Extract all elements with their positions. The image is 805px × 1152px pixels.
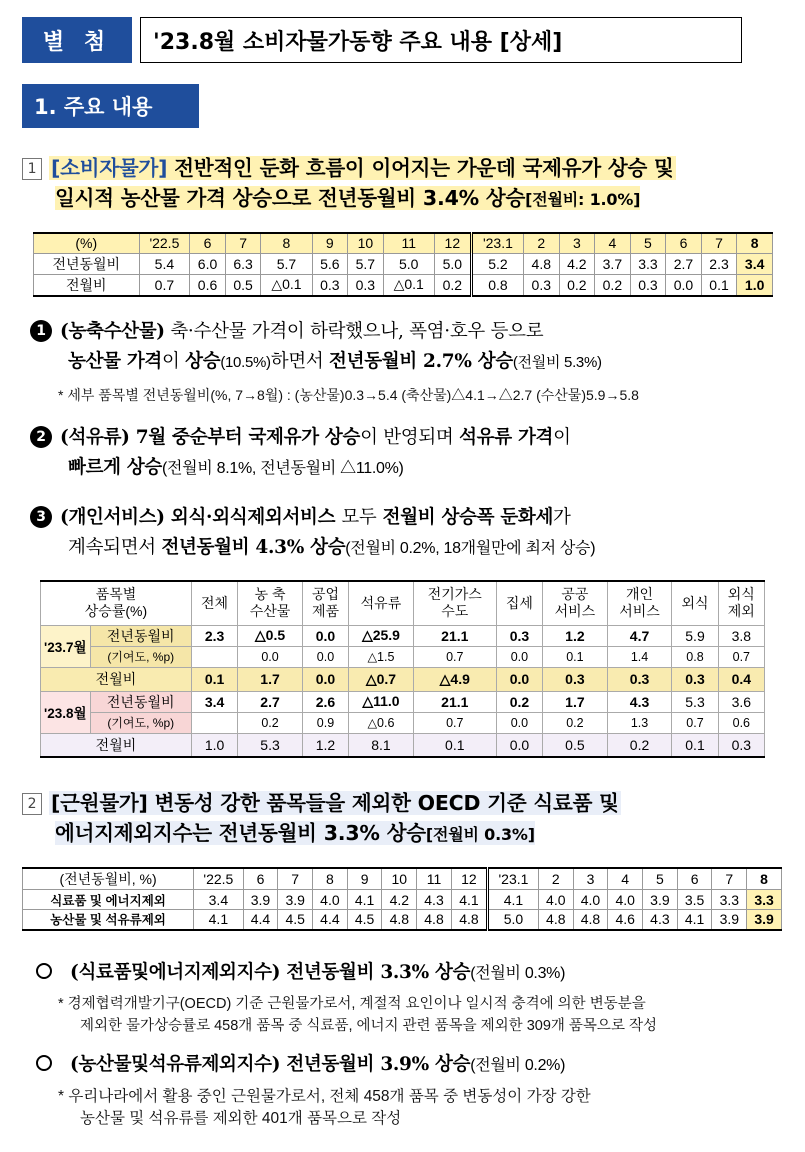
table-cell: 5.2 [471,253,523,274]
table-cell: 3.4 [194,890,244,910]
table-cell: 0.8 [672,646,718,667]
table-cell: 전년동월비 [90,691,191,712]
table-cell: 4.1 [347,890,382,910]
table-cell: 4.1 [194,910,244,930]
table-cell: △0.1 [383,274,434,296]
table-cell: 0.3 [496,625,542,646]
table-cell [191,712,237,733]
table-cell: 0.3 [312,274,348,296]
table-cell: '22.5 [139,233,190,253]
table-cell: 4 [608,868,643,890]
table-cell: 5 [630,233,666,253]
table-cell: 2.3 [191,625,237,646]
table-cell: 전년동월비 [90,625,191,646]
table-cell: 6 [677,868,712,890]
table-cell: 0.4 [718,667,764,691]
table-cell: 4.4 [313,910,348,930]
core1-note [58,993,798,1037]
table-cell: 6.3 [225,253,261,274]
section-heading: 1. 주요 내용 [22,84,199,128]
table-cell: 집세 [496,581,542,625]
table-cell: 3 [573,868,608,890]
table-row [41,691,765,712]
bullet-oil-text4: 석유류 가격 [459,427,554,448]
bullet-agri-text8: (전월비 5.3%) [512,354,602,371]
table-cell: 0.3 [543,667,608,691]
core1-label: (식료품및에너지제외지수) [70,962,281,983]
table-cell: 4.8 [382,910,417,930]
table-cell: 1.2 [302,733,348,757]
table-cell: 전월비 [34,274,140,296]
table-cell: 2.3 [701,253,737,274]
table-cell: 3.4 [191,691,237,712]
table-cell: 2.6 [302,691,348,712]
item1-line2-small: [전월비: 1.0%] [525,190,641,209]
table-cell: 0.3 [630,274,666,296]
table-cell: △0.7 [349,667,414,691]
table-cell: △11.0 [349,691,414,712]
item1-bracket: [소비자물가] [50,156,168,180]
bullet-service-text1: 외식·외식제외서비스 [164,507,342,528]
table-cell: 0.5 [225,274,261,296]
table-cell: 전월비 [41,733,192,757]
circle-number-3: 3 [30,506,52,528]
table-row [41,646,765,667]
table-cell: 4.0 [313,890,348,910]
item1-heading [22,153,792,215]
table-cell: 0.9 [302,712,348,733]
table-cell: 4.3 [643,910,678,930]
table-cell: 3.9 [747,910,782,930]
bullet-oil-text1: 7월 중순부터 [129,427,249,448]
category-table [40,580,765,758]
table-cell: 4.0 [538,890,573,910]
table-cell: 4.8 [538,910,573,930]
core1-small: (전월비 0.3%) [470,965,566,982]
table-cell: 4.1 [451,890,487,910]
table-cell: 0.1 [413,733,496,757]
core2-note-line2: 농산물 및 석유류를 제외한 401개 품목으로 작성 [80,1110,402,1127]
table-cell: 전년동월비 [34,253,140,274]
core1-note-line1: * 경제협력개발기구(OECD) 기준 근원물가로서, 계절적 요인이나 일시적 충격에 의한 변동분을 [58,996,646,1012]
table-cell: 0.3 [348,274,384,296]
table-cell: '22.5 [194,868,244,890]
table-row [23,910,782,930]
core2-small: (전월비 0.2%) [470,1057,566,1074]
bullet-oil-text3: 이 반영되며 [360,427,460,448]
table-cell: 0.2 [559,274,595,296]
table-cell: 0.7 [672,712,718,733]
table-cell: 8 [737,233,773,253]
bullet-agri [30,317,790,378]
table-cell: 0.1 [672,733,718,757]
table-cell: 6.0 [190,253,226,274]
table-cell: 0.0 [496,646,542,667]
bullet-agri-text7: 전년동월비 2.7% 상승 [329,351,513,372]
table-cell: 4.2 [559,253,595,274]
table-cell: 21.1 [413,691,496,712]
table-cell: 4.1 [487,890,538,910]
table-cell: 5 [643,868,678,890]
table-cell: 4.5 [278,910,313,930]
table-cell: (기여도, %p) [90,712,191,733]
core1-text: 전년동월비 3.3% 상승 [280,962,471,983]
item1-line2: 일시적 농산물 가격 상승으로 전년동월비 3.4% 상승 [55,186,526,210]
bullet-oil-text2: 국제유가 상승 [248,427,361,448]
table-cell: △0.1 [261,274,312,296]
table-cell: 0.7 [413,712,496,733]
table-row [41,712,765,733]
ring-bullet-icon [36,1055,52,1071]
table-cell: 4.8 [451,910,487,930]
table-cell: 0.0 [666,274,702,296]
attachment-badge: 별 첨 [22,17,132,63]
table-cell: 0.0 [496,733,542,757]
bullet-oil-text5: 이 [553,427,571,448]
table-cell: 농산물 및 석유류제외 [23,910,194,930]
table-header-row [23,868,782,890]
table-cell: 6 [666,233,702,253]
table-cell: '23.1 [471,233,523,253]
table-cell: '23.8월 [41,691,91,733]
table-cell: 8 [747,868,782,890]
table-cell: 개인 서비스 [607,581,672,625]
bullet-service-label: (개인서비스) [60,507,165,528]
table-cell: 3.8 [718,625,764,646]
table-cell: 4.2 [382,890,417,910]
table-cell: 8 [261,233,312,253]
table-cell: 12 [451,868,487,890]
table-cell: 0.2 [607,733,672,757]
table-cell: △0.5 [238,625,303,646]
bullet-service-text5: 계속되면서 [68,537,162,558]
table-cell: 식료품 및 에너지제외 [23,890,194,910]
bullet-agri-text6: 하면서 [270,351,330,372]
table-cell: 석유류 [349,581,414,625]
agri-note: * 세부 품목별 전년동월비(%, 7→8월) : (농산물)0.3→5.4 (축산물)△4.1→△2.7 (수산물)5.9→5.8 [58,387,639,403]
table-cell: 7 [701,233,737,253]
item1-line1: 전반적인 둔화 흐름이 이어지는 가운데 국제유가 상승 및 [167,156,674,180]
table-cell: 5.0 [487,910,538,930]
table-cell: 4.3 [417,890,452,910]
table-cell: 0.0 [496,667,542,691]
core2-note [58,1086,798,1130]
table-header-row [41,581,765,625]
cpi-table [33,232,773,297]
table-cell: 10 [348,233,384,253]
core1-bullet [36,958,796,989]
table-cell: 0.3 [524,274,560,296]
table-cell: 0.3 [607,667,672,691]
table-cell: 6 [243,868,278,890]
table-cell: 2.7 [666,253,702,274]
table-cell: 0.0 [302,625,348,646]
table-cell: (%) [34,233,140,253]
table-cell: 외식 [672,581,718,625]
table-cell: 7 [225,233,261,253]
item2-line1: 변동성 강한 품목들을 제외한 OECD 기준 식료품 및 [147,791,619,815]
table-cell: 7 [278,868,313,890]
table-cell: '23.1 [487,868,538,890]
table-cell: 0.0 [302,646,348,667]
table-cell: 21.1 [413,625,496,646]
table-cell: 5.4 [139,253,190,274]
table-cell: 전월비 [41,667,192,691]
core2-label: (농산물및석유류제외지수) [70,1054,281,1075]
item-number-box: 1 [22,158,42,180]
table-cell: 1.4 [607,646,672,667]
bullet-service-text7: (전월비 0.2%, 18개월만에 최저 상승) [345,540,596,557]
table-cell: 1.0 [191,733,237,757]
table-row [34,274,773,296]
table-row [41,667,765,691]
table-cell: 1.3 [607,712,672,733]
bullet-oil [30,423,790,484]
bullet-service-text3: 전월비 상승폭 둔화세 [376,507,554,528]
table-cell: 0.3 [672,667,718,691]
table-cell: 3.3 [712,890,747,910]
bullet-agri-text2: 농산물 가격 [68,351,162,372]
table-cell: △1.5 [349,646,414,667]
table-cell: '23.7월 [41,625,91,667]
bullet-oil-text7: (전월비 8.1%, 전년동월비 △11.0%) [162,460,404,477]
item2-bracket: [근원물가] [50,791,148,815]
table-cell: 0.1 [191,667,237,691]
table-cell: 0.5 [543,733,608,757]
table-cell: 5.3 [238,733,303,757]
table-row [41,733,765,757]
bullet-service-text2: 모두 [341,507,377,528]
table-cell: △0.6 [349,712,414,733]
document-title: '23.8월 소비자물가동향 주요 내용 [상세] [140,17,742,63]
table-cell: 0.7 [718,646,764,667]
table-cell: 0.6 [718,712,764,733]
table-cell: 전체 [191,581,237,625]
table-cell: 0.0 [238,646,303,667]
bullet-oil-text6: 빠르게 상승 [68,457,162,478]
table-cell: 3.3 [747,890,782,910]
table-cell: 1.7 [543,691,608,712]
table-cell: 5.7 [348,253,384,274]
table-cell: 3.9 [278,890,313,910]
table-cell: 5.0 [434,253,471,274]
table-cell: 11 [417,868,452,890]
bullet-service-text4: 가 [553,507,571,528]
table-cell: 0.7 [139,274,190,296]
table-cell: 농 축 수산물 [238,581,303,625]
bullet-agri-text3: 이 [162,351,186,372]
core2-bullet [36,1050,796,1081]
table-cell: 0.6 [190,274,226,296]
core1-note-line2: 제외한 물가상승률로 458개 품목 중 식료품, 에너지 관련 품목을 제외한 309개 품목으로 작성 [80,1018,657,1034]
bullet-service [30,503,790,564]
table-cell: 4.6 [608,910,643,930]
table-cell: 4.0 [608,890,643,910]
table-cell: 1.2 [543,625,608,646]
table-cell: 4.8 [524,253,560,274]
table-cell: 0.2 [238,712,303,733]
table-cell: 3.9 [243,890,278,910]
table-header-row [34,233,773,253]
table-cell: 0.2 [543,712,608,733]
table-cell: 0.8 [471,274,523,296]
table-cell: 0.3 [718,733,764,757]
table-cell: 1.7 [238,667,303,691]
table-cell: 11 [383,233,434,253]
bullet-agri-text4: 상승 [185,351,221,372]
table-cell: 4.1 [677,910,712,930]
table-cell: (기여도, %p) [90,646,191,667]
table-cell: 3 [559,233,595,253]
item2-heading [22,788,792,850]
table-cell: 0.7 [413,646,496,667]
table-cell: 3.9 [712,910,747,930]
table-cell [191,646,237,667]
table-cell: 4.4 [243,910,278,930]
table-cell: △4.9 [413,667,496,691]
table-cell: 0.0 [302,667,348,691]
bullet-agri-label: (농축수산물) [60,321,165,342]
table-cell: 공공 서비스 [543,581,608,625]
table-cell: 2 [524,233,560,253]
table-cell: 0.2 [434,274,471,296]
bullet-agri-text5: (10.5%) [220,354,271,371]
table-cell: 0.1 [543,646,608,667]
table-cell: 공업 제품 [302,581,348,625]
table-cell: 0.0 [496,712,542,733]
table-row [41,625,765,646]
table-cell: 8 [313,868,348,890]
table-cell: 8.1 [349,733,414,757]
table-cell: 9 [312,233,348,253]
table-cell: 10 [382,868,417,890]
table-cell: 0.2 [496,691,542,712]
table-cell: 4.8 [417,910,452,930]
table-cell: 1.0 [737,274,773,296]
table-cell: 3.3 [630,253,666,274]
bullet-oil-label: (석유류) [60,427,130,448]
table-cell: 전기가스 수도 [413,581,496,625]
core-cpi-table [22,867,782,931]
table-cell: 5.9 [672,625,718,646]
table-cell: 5.7 [261,253,312,274]
table-cell: 2 [538,868,573,890]
table-cell: (전년동월비, %) [23,868,194,890]
circle-number-1: 1 [30,320,52,342]
table-cell: 4.3 [607,691,672,712]
table-cell: △25.9 [349,625,414,646]
core2-note-line1: * 우리나라에서 활용 중인 근원물가로서, 전체 458개 품목 중 변동성이 가장 강한 [58,1088,591,1105]
table-cell: 5.6 [312,253,348,274]
bullet-service-text6: 전년동월비 4.3% 상승 [161,537,346,558]
table-cell: 3.5 [677,890,712,910]
table-cell: 4.5 [347,910,382,930]
table-cell: 3.4 [737,253,773,274]
table-cell: 4.7 [607,625,672,646]
item2-line2: 에너지제외지수는 전년동월비 3.3% 상승 [55,821,426,845]
table-cell: 0.1 [701,274,737,296]
table-cell: 2.7 [238,691,303,712]
ring-bullet-icon [36,963,52,979]
table-cell: 4 [595,233,631,253]
table-cell: 12 [434,233,471,253]
table-cell: 4.0 [573,890,608,910]
core2-text: 전년동월비 3.9% 상승 [280,1054,471,1075]
table-row [23,890,782,910]
table-cell: 3.9 [643,890,678,910]
item-number-box: 2 [22,793,42,815]
bullet-agri-text1: 축·수산물 가격이 하락했으나, 폭염·호우 등으로 [164,321,544,342]
table-cell: 0.2 [595,274,631,296]
table-cell: 6 [190,233,226,253]
table-cell: 외식 제외 [718,581,764,625]
table-row [34,253,773,274]
circle-number-2: 2 [30,426,52,448]
item2-line2-small: [전월비 0.3%] [425,825,535,844]
table-cell: 3.6 [718,691,764,712]
table-cell: 품목별 상승률(%) [41,581,192,625]
table-cell: 9 [347,868,382,890]
table-cell: 7 [712,868,747,890]
table-cell: 3.7 [595,253,631,274]
table-cell: 5.3 [672,691,718,712]
table-cell: 5.0 [383,253,434,274]
table-cell: 4.8 [573,910,608,930]
